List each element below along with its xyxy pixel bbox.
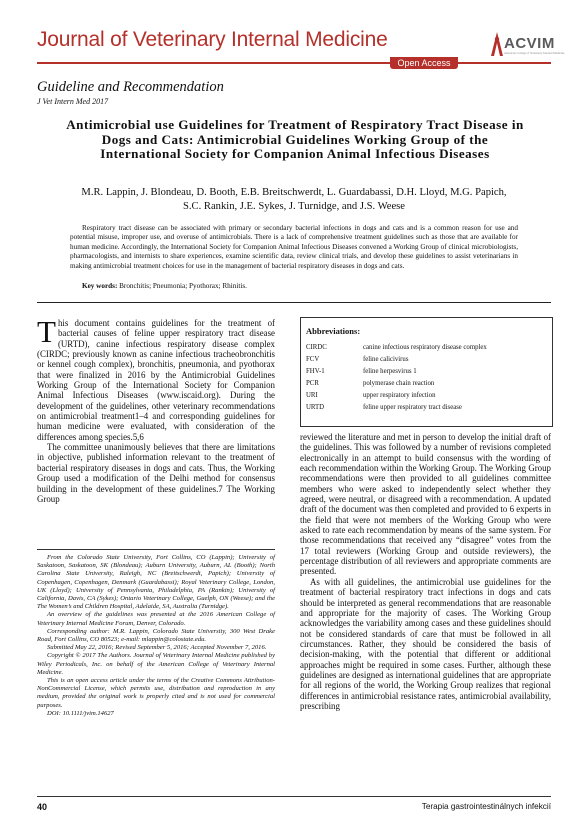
abbreviations-title: Abbreviations:: [306, 326, 361, 336]
authors-line-2: S.C. Rankin, J.E. Sykes, J. Turnidge, and J.S. Weese: [182, 201, 406, 212]
submission-dates: Submitted May 22, 2016; Revised September 5, 2016; Accepted November 7, 2016.: [47, 644, 267, 652]
authors-line-1: M.R. Lappin, J. Blondeau, D. Booth, E.B. Breitschwerdt, L. Guardabassi, D.H. Lloyd, M.G. Papich,: [81, 187, 507, 198]
article-title: Antimicrobial use Guidelines for Treatment of Respiratory Tract Disease in Dogs and Cats: Antimicrobial Guidelines Working Group of the International Society for Companion Animal Infectious Diseases: [66, 117, 524, 162]
abbr-term: FCV: [306, 356, 320, 363]
abbr-definition: polymerase chain reaction: [363, 380, 435, 387]
abbr-definition: canine infectious respiratory disease complex: [363, 344, 487, 351]
acvim-logo: [489, 29, 565, 59]
body-paragraph: reviewed the literature and met in person to develop the initial draft of the guidelines. This was followed by a number of revisions completed electronically in an attempt to build consensus with the wording of each recommendation within the Working Group. The Working Group recommendations were then provided to all guidelines committee members who were asked to independently select whether they agreed, were neutral, or disagreed with a recommendation. A updated draft of the document was then completed and provided to 6 experts in the field that were not members of the Working Group who were asked to rate each recommendation by means of the same system. For those recommendations that received any “disagree” votes from the 17 total reviewers (Working Group and outside reviewers), the percentage distribution of all reviewers and appropriate comments are presented.: [300, 432, 551, 577]
copyright: Copyright © 2017 The Authors. Journal of Veterinary Internal Medicine published by Wiley Periodicals, Inc. on behalf of the American College of Veterinary Internal Medicine.: [37, 652, 275, 676]
citation: J Vet Intern Med 2017: [37, 97, 109, 106]
logo-subtext: American College of Veterinary Internal Medicine: [504, 51, 565, 55]
doi: DOI: 10.1111/jvim.14627: [47, 709, 114, 717]
corresponding-author: Corresponding author: M.R. Lappin, Colorado State University, 300 West Drake Road, Fort Collins, CO 80523; e-mail: mlappin@colostate.edu.: [37, 627, 275, 644]
header-rule: [37, 62, 551, 64]
acvim-emblem-icon: [489, 29, 505, 59]
keywords-text: Bronchitis; Pneumonia; Pyothorax; Rhinitis.: [119, 282, 247, 290]
abstract: Respiratory tract disease can be associated with primary or secondary bacterial infections in dogs and cats and is a common reason for use and potential misuse, improper use, and overuse of antimicrobials. There is a lack of comprehensive treatment guidelines such as those that are available for human medicine. Accordingly, the International Society for Companion Animal Infectious Diseases convened a Working Group of clinical microbiologists, pharmacologists, and internists to share experiences, examine scientific data, review clinical trials, and develop these guidelines to assist veterinarians in making antimicrobial treatment choices for use in the management of bacterial respiratory diseases in dogs and cats.: [70, 224, 518, 270]
article-type: Guideline and Recommendation: [37, 79, 224, 95]
body-paragraph: As with all guidelines, the antimicrobial use guidelines for the treatment of bacterial respiratory tract infections in dogs and cats should be interpreted as general recommendations that are reasonable and appropriate for the majority of cases. The Working Group acknowledges the variability among cases and these guidelines should not be considered standards of care that must be followed in all circumstances. Rather, they should be considered the basis of decision-making, with the potential that different or additional approaches might be required in some cases. Further, although these guidelines are designed as international guidelines that are appropriate for all regions of the world, the Working Group realizes that regional differences in antimicrobial resistance rates, antimicrobial availability, prescribing: [300, 576, 551, 711]
abstract-rule: [37, 302, 551, 303]
drop-cap: T: [37, 314, 56, 349]
abbreviations-box: [300, 317, 553, 427]
intro-paragraph: [37, 314, 275, 442]
abbr-term: PCR: [306, 380, 319, 387]
journal-title: Journal of Veterinary Internal Medicine: [37, 28, 388, 51]
keywords: [82, 282, 247, 290]
author-list: [48, 186, 540, 214]
body-column-left: [37, 314, 275, 504]
body-paragraph: The committee unanimously believes that there are limitations in objective, published information relevant to the treatment of bacterial respiratory diseases in dogs and cats. Thus, the Working Group used a modification of the Delhi method for consensus building in the development of these guidelines.7 The Working Group: [37, 442, 275, 504]
footnotes: [37, 554, 275, 718]
abbr-term: CIRDC: [306, 344, 327, 351]
forum-note: An overview of the guidelines was presented at the 2016 American College of Veterinary Internal Medicine Forum, Denver, Colorado.: [37, 611, 275, 627]
abbr-definition: feline calicivirus: [363, 356, 409, 363]
page-number: 40: [37, 802, 48, 812]
abbr-definition: feline upper respiratory tract disease: [363, 404, 462, 411]
intro-text: his document contains guidelines for the treatment of bacterial causes of feline upper respiratory tract disease (URTD), canine infectious respiratory disease complex (CIRDC; previously known as canine infectious tracheobronchitis or kennel cough complex), bronchitis, pneumonia, and pyothorax that were finalized in 2016 by the Antimicrobial Guidelines Working Group of the International Society for Companion Animal Infectious Diseases (www.iscaid.org). During the development of the guidelines, other veterinary recommendations on antimicrobial treatment1–4 and corresponding guidelines for human medicine were evaluated, with consideration of the differences among species.5,6: [37, 318, 275, 442]
footer-rule: [37, 796, 551, 797]
license: This is an open access article under the terms of the Creative Commons Attribution-NonCommercial License, which permits use, distribution and reproduction in any medium, provided the original work is properly cited and is not used for commercial purposes.: [37, 677, 275, 709]
abbr-term: URI: [306, 392, 318, 399]
footnote-rule: [37, 549, 275, 550]
abbr-term: URTD: [306, 404, 325, 411]
abbr-definition: upper respiratory infection: [363, 392, 436, 399]
keywords-label: Key words:: [82, 282, 118, 290]
footer-running-text: Terapia gastrointestinálnych infekcií: [421, 802, 551, 811]
logo-text: ACVIM: [504, 35, 555, 52]
body-column-right: [300, 432, 551, 711]
affiliations: From the Colorado State University, Fort Collins, CO (Lappin); University of Saskatoon, Saskatoon, SK (Blondeau); Auburn University, Auburn, AL (Booth); North Carolina State University, Raleigh, NC (Breitschwerdt, Papich); University of Copenhagen, Copenhagen, Denmark (Guardabassi); Royal Veterinary College, London, UK (Lloyd); University of Pennsylvania, Philadelphia, PA (Rankin); University of California, Davis, CA (Sykes); Ontario Veterinary College, Guelph, ON (Weese); and the The Women’s and Children Hospital, Adelaide, SA, Australia (Turnidge).: [37, 554, 275, 611]
open-access-badge: Open Access: [390, 57, 458, 69]
abbr-definition: feline herpesvirus 1: [363, 368, 417, 375]
abbr-term: FHV-1: [306, 368, 325, 375]
